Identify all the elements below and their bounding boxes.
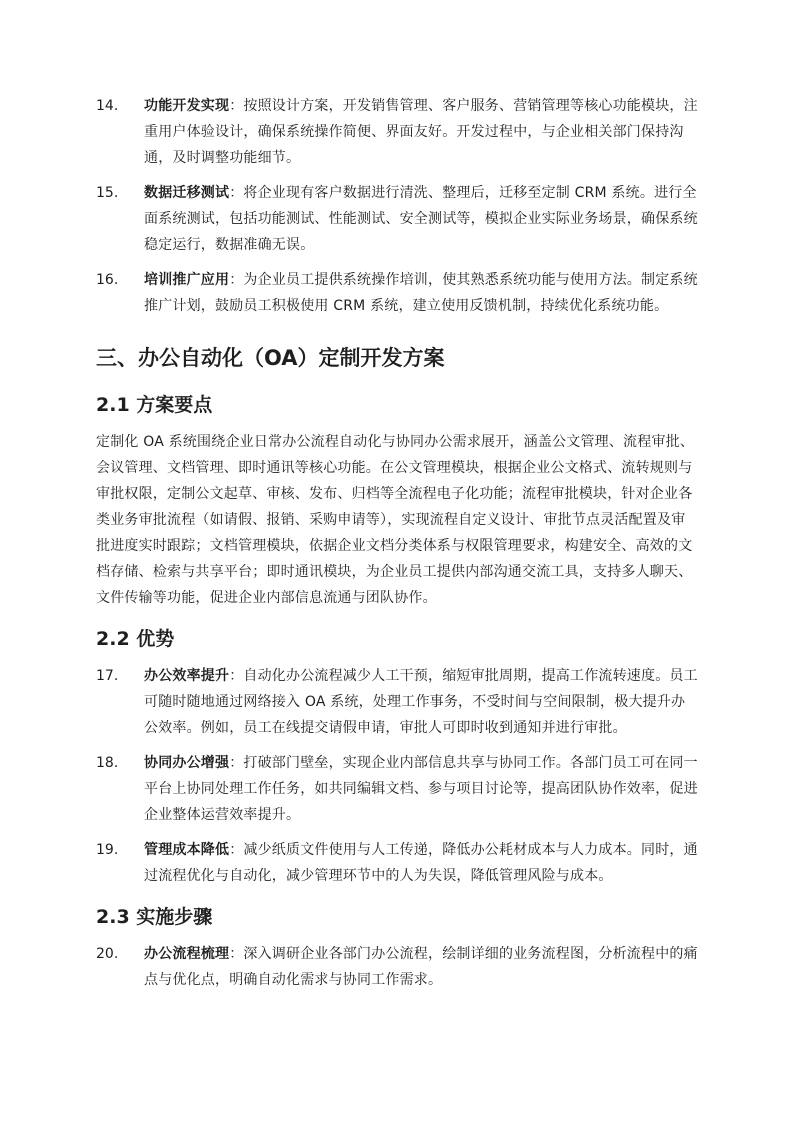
list-item-title: 功能开发实现 bbox=[144, 98, 230, 114]
list-item-description: ：将企业现有客户数据进行清洗、整理后，迁移至定制 CRM 系统。进行全面系统测试，包括功能测试、性能测试、安全测试等，模拟企业实际业务场景，确保系统稳定运行，数据准确无误。 bbox=[144, 185, 698, 253]
list-item bbox=[96, 93, 699, 171]
list-item bbox=[96, 941, 699, 993]
list-item-title: 管理成本降低 bbox=[144, 842, 230, 858]
list-item-title: 办公流程梳理 bbox=[144, 946, 230, 962]
list-item-description: ：按照设计方案，开发销售管理、客户服务、营销管理等核心功能模块，注重用户体验设计，确保系统操作简便、界面友好。开发过程中，与企业相关部门保持沟通，及时调整功能细节。 bbox=[144, 98, 698, 166]
subsection-heading: 2.1 方案要点 bbox=[96, 394, 213, 416]
list-text bbox=[144, 267, 699, 319]
list-number: 14. bbox=[96, 98, 119, 114]
list-text bbox=[144, 837, 699, 889]
section-heading: 三、办公自动化（OA）定制开发方案 bbox=[96, 346, 445, 370]
list-number: 18. bbox=[96, 755, 119, 771]
list-item bbox=[96, 267, 699, 319]
list-item bbox=[96, 750, 699, 828]
list-item bbox=[96, 663, 699, 741]
list-number: 20. bbox=[96, 946, 119, 962]
document-page bbox=[96, 93, 699, 1002]
paragraph: 定制化 OA 系统围绕企业日常办公流程自动化与协同办公需求展开，涵盖公文管理、流程审批、会议管理、文档管理、即时通讯等核心功能。在公文管理模块，根据企业公文格式、流转规则与审批权限，定制公文起草、审核、发布、归档等全流程电子化功能；流程审批模块，针对企业各类业务审批流程（如请假、报销、采购申请等），实现流程自定义设计、审批节点灵活配置及审批进度实时跟踪；文档管理模块，依据企业文档分类体系与权限管理要求，构建安全、高效的文档存储、检索与共享平台；即时通讯模块，为企业员工提供内部沟通交流工具，支持多人聊天、文件传输等功能，促进企业内部信息流通与团队协作。 bbox=[96, 434, 695, 606]
list-text bbox=[144, 180, 699, 258]
list-text bbox=[144, 93, 699, 171]
list-text bbox=[144, 750, 699, 828]
list-item-description: ：为企业员工提供系统操作培训，使其熟悉系统功能与使用方法。制定系统推广计划，鼓励员工积极使用 CRM 系统，建立使用反馈机制，持续优化系统功能。 bbox=[144, 272, 698, 314]
list-item bbox=[96, 837, 699, 889]
list-item-title: 协同办公增强 bbox=[144, 755, 230, 771]
list-item-title: 培训推广应用 bbox=[144, 272, 230, 288]
list-number: 17. bbox=[96, 668, 119, 684]
list-item-description: ：深入调研企业各部门办公流程，绘制详细的业务流程图，分析流程中的痛点与优化点，明确自动化需求与协同工作需求。 bbox=[144, 946, 698, 988]
list-item-description: ：减少纸质文件使用与人工传递，降低办公耗材成本与人力成本。同时，通过流程优化与自动化，减少管理环节中的人为失误，降低管理风险与成本。 bbox=[144, 842, 698, 884]
subsection-heading: 2.3 实施步骤 bbox=[96, 906, 213, 928]
list-text bbox=[144, 663, 699, 741]
subsection-heading: 2.2 优势 bbox=[96, 628, 175, 650]
list-text bbox=[144, 941, 699, 993]
list-item-title: 数据迁移测试 bbox=[144, 185, 230, 201]
list-item bbox=[96, 180, 699, 258]
list-number: 16. bbox=[96, 272, 119, 288]
list-item-description: ：自动化办公流程减少人工干预，缩短审批周期，提高工作流转速度。员工可随时随地通过网络接入 OA 系统，处理工作事务，不受时间与空间限制，极大提升办公效率。例如，员工在线提交请假申请，审批人可即时收到通知并进行审批。 bbox=[144, 668, 698, 736]
list-item-description: ：打破部门壁垒，实现企业内部信息共享与协同工作。各部门员工可在同一平台上协同处理工作任务，如共同编辑文档、参与项目讨论等，提高团队协作效率，促进企业整体运营效率提升。 bbox=[144, 755, 698, 823]
list-number: 15. bbox=[96, 185, 119, 201]
list-item-title: 办公效率提升 bbox=[144, 668, 230, 684]
list-number: 19. bbox=[96, 842, 119, 858]
